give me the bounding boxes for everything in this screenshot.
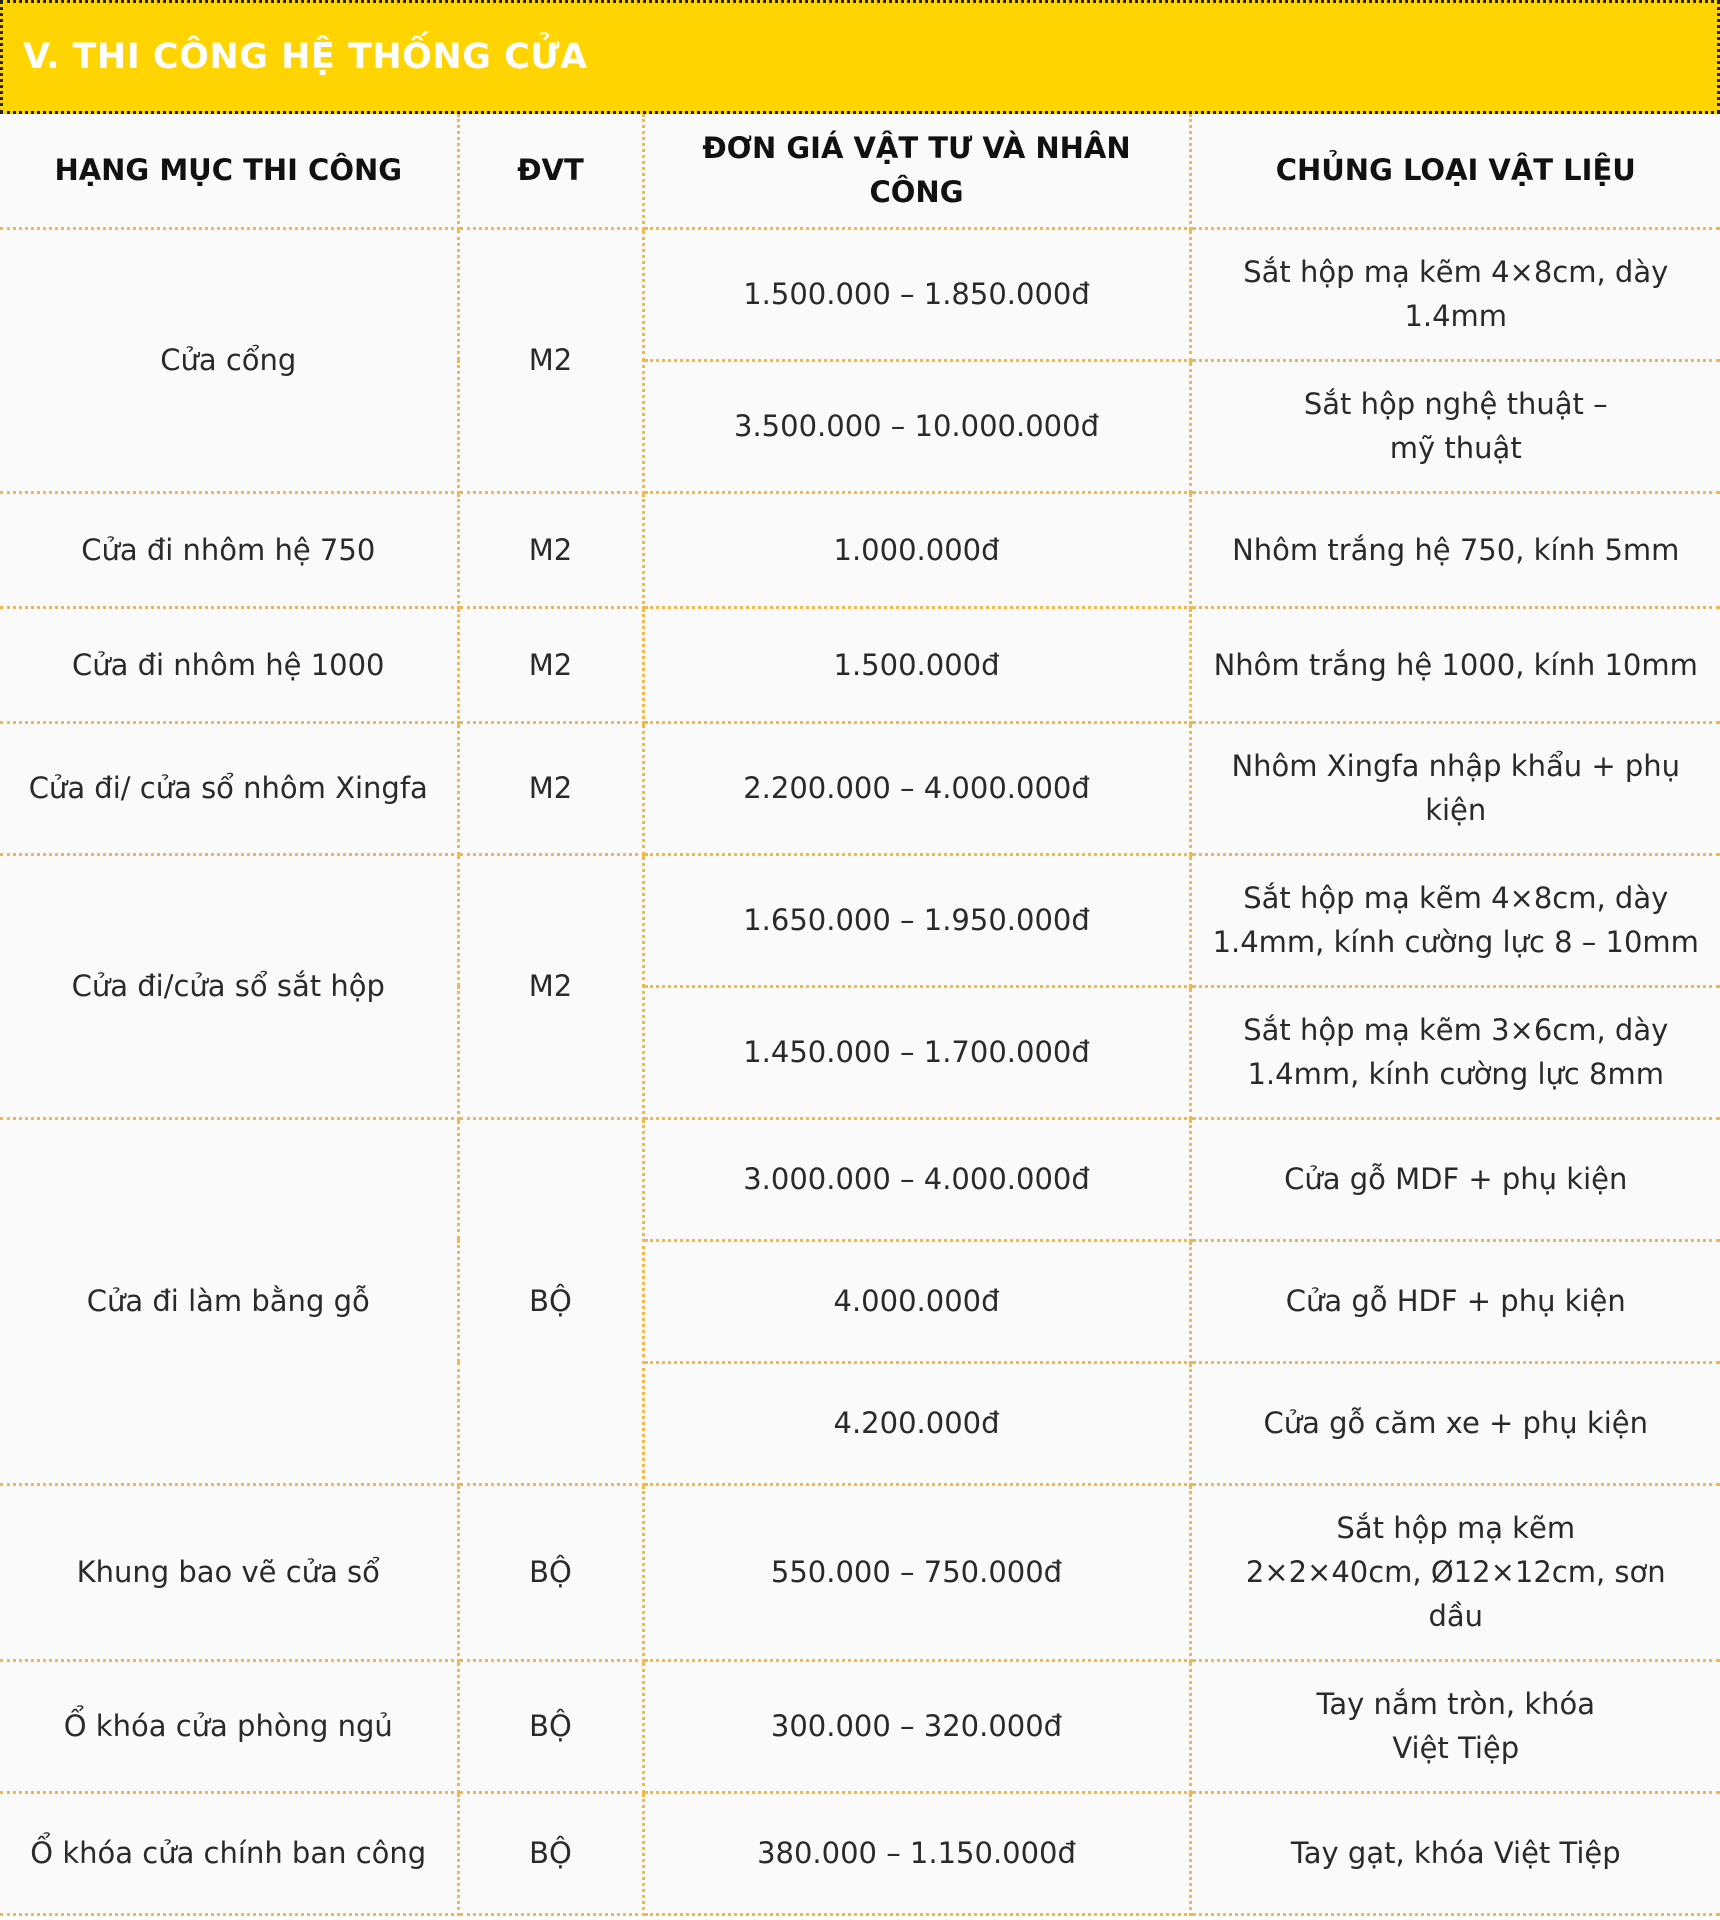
unit-cell: M2 <box>458 228 643 492</box>
material-text: Sắt hộp nghệ thuật – mỹ thuật <box>1303 387 1608 465</box>
item-cell: Cửa đi/cửa sổ sắt hộp <box>0 854 458 1118</box>
section-title: V. THI CÔNG HỆ THỐNG CỬA <box>23 37 588 77</box>
price-cell: 1.450.000 – 1.700.000đ <box>643 986 1190 1118</box>
price-cell: 380.000 – 1.150.000đ <box>643 1792 1190 1914</box>
header-row <box>0 114 1720 228</box>
header-price: ĐƠN GIÁ VẬT TƯ VÀ NHÂN CÔNG <box>643 114 1190 228</box>
material-cell: Sắt hộp mạ kẽm 4×8cm, dày 1.4mm, kính cường lực 8 – 10mm <box>1190 854 1720 986</box>
price-cell: 300.000 – 320.000đ <box>643 1660 1190 1792</box>
header-item: HẠNG MỤC THI CÔNG <box>0 114 458 228</box>
table-row <box>0 854 1720 986</box>
price-table <box>0 114 1720 1916</box>
material-cell: Nhôm trắng hệ 750, kính 5mm <box>1190 492 1720 607</box>
unit-cell: M2 <box>458 492 643 607</box>
price-cell: 2.200.000 – 4.000.000đ <box>643 722 1190 854</box>
material-cell: Nhôm trắng hệ 1000, kính 10mm <box>1190 607 1720 722</box>
price-cell: 1.650.000 – 1.950.000đ <box>643 854 1190 986</box>
item-cell: Ổ khóa cửa phòng ngủ <box>0 1660 458 1792</box>
material-cell <box>1190 1660 1720 1792</box>
table-row <box>0 1792 1720 1914</box>
price-cell: 3.500.000 – 10.000.000đ <box>643 360 1190 492</box>
unit-cell: BỘ <box>458 1792 643 1914</box>
header-material: CHỦNG LOẠI VẬT LIỆU <box>1190 114 1720 228</box>
price-cell: 550.000 – 750.000đ <box>643 1484 1190 1660</box>
price-cell: 1.000.000đ <box>643 492 1190 607</box>
material-cell: Sắt hộp mạ kẽm 3×6cm, dày 1.4mm, kính cường lực 8mm <box>1190 986 1720 1118</box>
price-cell: 1.500.000đ <box>643 607 1190 722</box>
item-cell: Cửa đi/ cửa sổ nhôm Xingfa <box>0 722 458 854</box>
price-cell: 1.500.000 – 1.850.000đ <box>643 228 1190 360</box>
header-unit: ĐVT <box>458 114 643 228</box>
unit-cell: BỘ <box>458 1660 643 1792</box>
item-cell: Khung bao vẽ cửa sổ <box>0 1484 458 1660</box>
item-cell: Cửa cổng <box>0 228 458 492</box>
material-cell: Tay gạt, khóa Việt Tiệp <box>1190 1792 1720 1914</box>
item-cell: Cửa đi nhôm hệ 1000 <box>0 607 458 722</box>
price-cell: 3.000.000 – 4.000.000đ <box>643 1118 1190 1240</box>
item-cell: Cửa đi làm bằng gỗ <box>0 1118 458 1484</box>
table-row <box>0 492 1720 607</box>
unit-cell: M2 <box>458 607 643 722</box>
table-row <box>0 722 1720 854</box>
material-text: Tay nắm tròn, khóa Việt Tiệp <box>1316 1687 1596 1765</box>
section-title-bar <box>0 0 1720 114</box>
table-row <box>0 1660 1720 1792</box>
material-cell: Cửa gỗ HDF + phụ kiện <box>1190 1240 1720 1362</box>
table-row <box>0 228 1720 360</box>
material-cell: Sắt hộp mạ kẽm 4×8cm, dày 1.4mm <box>1190 228 1720 360</box>
material-cell <box>1190 1484 1720 1660</box>
unit-cell: M2 <box>458 854 643 1118</box>
material-cell: Nhôm Xingfa nhập khẩu + phụ kiện <box>1190 722 1720 854</box>
unit-cell: BỘ <box>458 1118 643 1484</box>
price-cell: 4.000.000đ <box>643 1240 1190 1362</box>
material-text: Sắt hộp mạ kẽm 2×2×40cm, Ø12×12cm, sơn dầu <box>1245 1511 1666 1633</box>
item-cell: Ổ khóa cửa chính ban công <box>0 1792 458 1914</box>
material-cell <box>1190 360 1720 492</box>
unit-cell: M2 <box>458 722 643 854</box>
table-row <box>0 1484 1720 1660</box>
table-row <box>0 1118 1720 1240</box>
material-cell: Cửa gỗ MDF + phụ kiện <box>1190 1118 1720 1240</box>
price-cell: 4.200.000đ <box>643 1362 1190 1484</box>
item-cell: Cửa đi nhôm hệ 750 <box>0 492 458 607</box>
unit-cell: BỘ <box>458 1484 643 1660</box>
material-cell: Cửa gỗ căm xe + phụ kiện <box>1190 1362 1720 1484</box>
table-row <box>0 607 1720 722</box>
